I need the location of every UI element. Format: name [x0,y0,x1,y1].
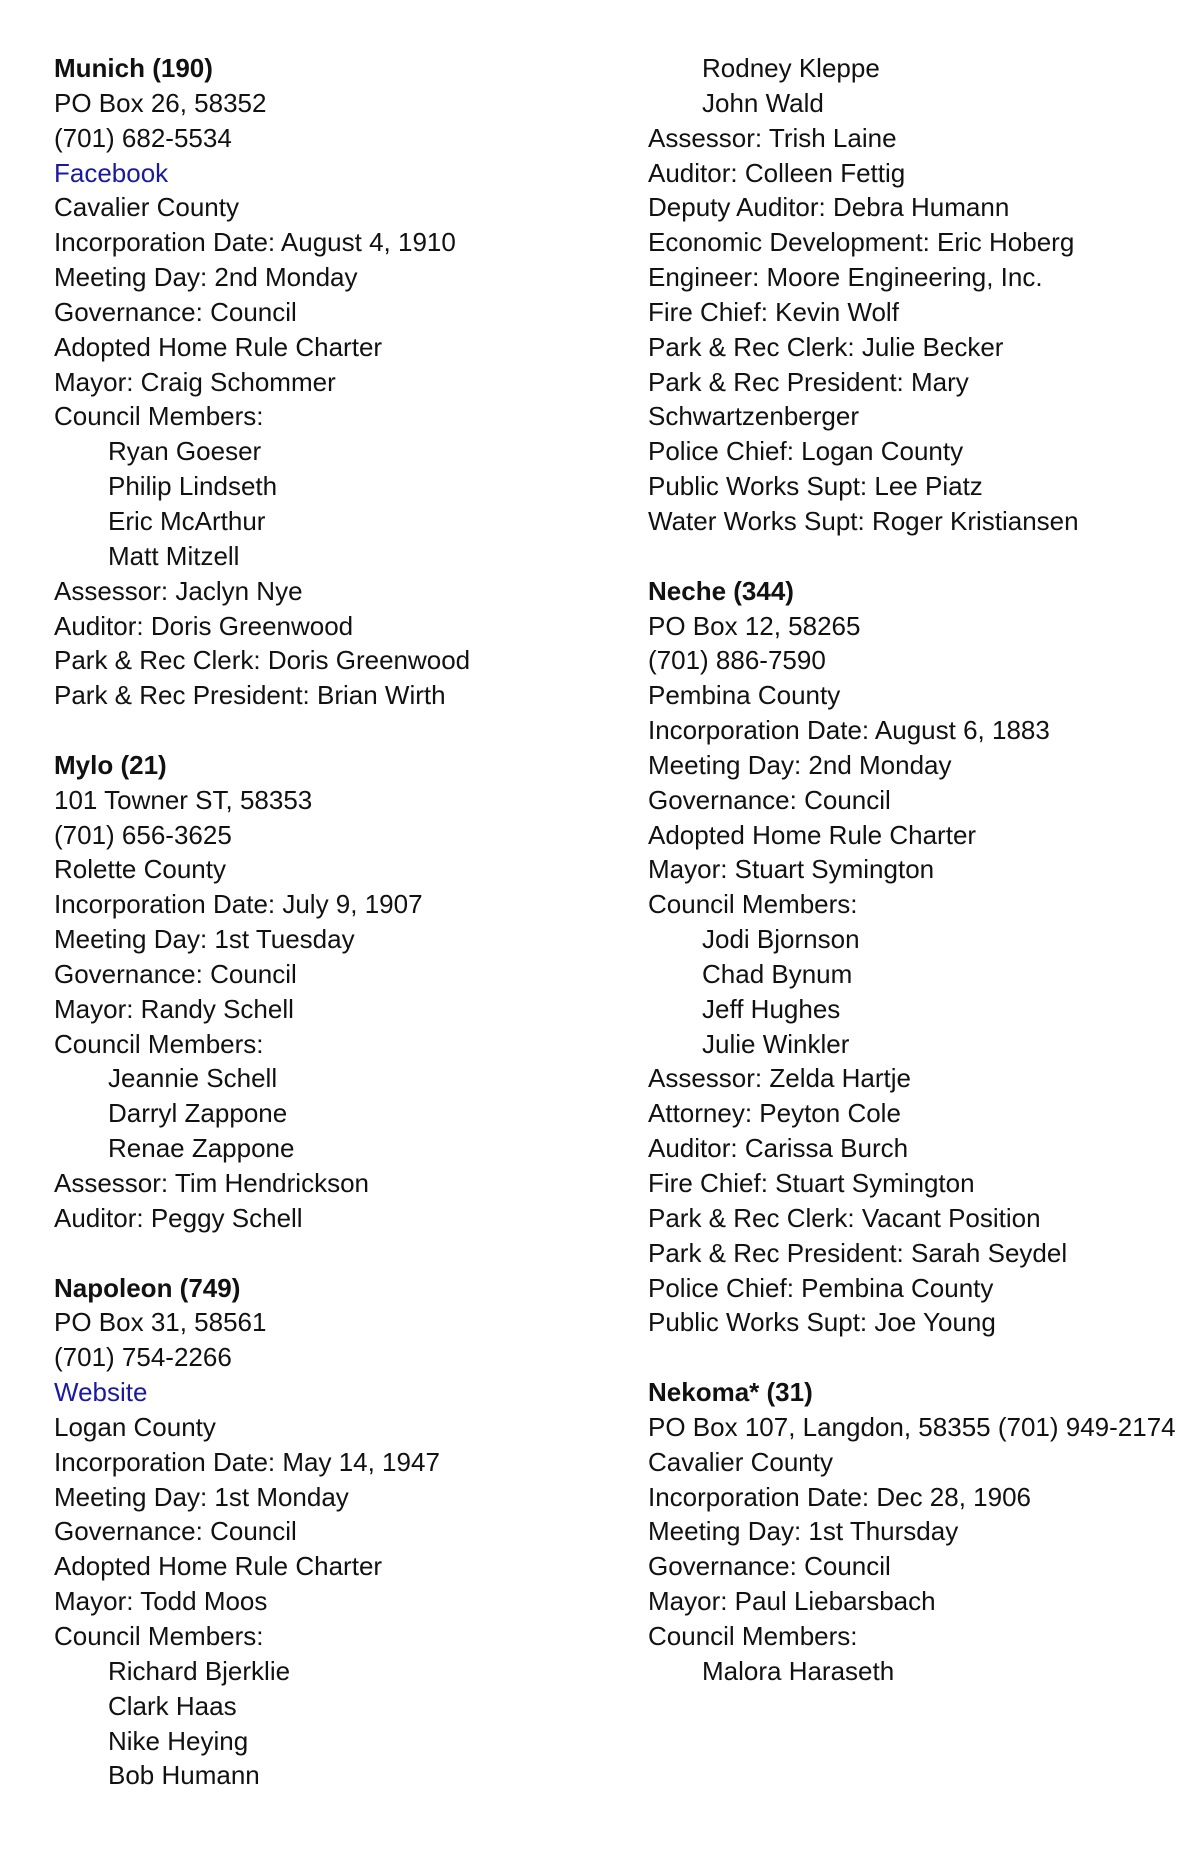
city-phone: (701) 754-2266 [54,1342,232,1373]
council-member: Rodney Kleppe [702,53,880,83]
council-member: Ryan Goeser [108,436,262,467]
city-address: 101 Towner ST, 58353 [54,784,313,815]
city-official: Public Works Supt: Joe Young [648,1307,996,1338]
city-entry-napoleon-continued [648,51,1178,539]
city-incorporation-date: Incorporation Date: August 4, 1910 [54,227,456,258]
council-member: Jodi Bjornson [702,924,860,955]
city-meeting-day: Meeting Day: 2nd Monday [54,262,358,293]
city-charter: Adopted Home Rule Charter [648,819,977,850]
website-link[interactable]: Website [54,1377,148,1408]
city-county: Rolette County [54,854,226,885]
city-governance: Governance: Council [54,1516,297,1547]
council-members-label: Council Members: [54,401,264,432]
city-official: Police Chief: Logan County [648,436,964,467]
entry-spacer [648,1340,1178,1375]
city-official: Park & Rec President: Sarah Seydel [648,1237,1068,1268]
city-heading: Neche (344) [648,575,794,606]
city-official: Park & Rec President: Mary Schwartzenberger [648,366,969,432]
city-governance: Governance: Council [54,296,297,327]
entry-spacer [648,539,1178,574]
city-county: Cavalier County [648,1446,833,1477]
city-heading: Nekoma* (31) [648,1377,813,1408]
council-member: Clark Haas [108,1690,237,1721]
city-entry-munich [54,51,614,713]
council-member: Eric McArthur [108,505,266,536]
city-entry-neche [648,574,1178,1341]
city-heading: Napoleon (749) [54,1272,241,1303]
city-address: PO Box 12, 58265 [648,610,861,641]
council-member: Jeff Hughes [702,993,841,1024]
council-member: John Wald [702,87,824,118]
city-phone: (701) 886-7590 [648,645,826,676]
city-mayor: Mayor: Randy Schell [54,993,294,1024]
city-official: Fire Chief: Kevin Wolf [648,296,899,327]
city-incorporation-date: Incorporation Date: Dec 28, 1906 [648,1481,1032,1512]
council-members-label: Council Members: [54,1620,264,1651]
left-column [54,51,614,1793]
city-mayor: Mayor: Stuart Symington [648,854,935,885]
city-incorporation-date: Incorporation Date: August 6, 1883 [648,715,1050,746]
city-county: Logan County [54,1411,216,1442]
city-official: Auditor: Peggy Schell [54,1202,303,1233]
city-county: Cavalier County [54,192,239,223]
city-official: Auditor: Doris Greenwood [54,610,354,641]
council-members-label: Council Members: [648,1620,858,1651]
council-member: Renae Zappone [108,1133,295,1164]
city-governance: Governance: Council [54,958,297,989]
city-official: Park & Rec Clerk: Julie Becker [648,331,1004,362]
council-member: Bob Humann [108,1760,260,1791]
city-official: Deputy Auditor: Debra Humann [648,192,1010,223]
city-entry-nekoma [648,1375,1178,1689]
city-official: Park & Rec Clerk: Vacant Position [648,1202,1041,1233]
city-official: Assessor: Zelda Hartje [648,1063,911,1094]
council-member: Chad Bynum [702,958,853,989]
city-mayor: Mayor: Todd Moos [54,1586,268,1617]
city-meeting-day: Meeting Day: 1st Thursday [648,1516,959,1547]
city-official: Attorney: Peyton Cole [648,1098,901,1129]
city-entry-napoleon [54,1271,614,1794]
council-member: Philip Lindseth [108,471,278,502]
city-phone: (701) 656-3625 [54,819,232,850]
city-incorporation-date: Incorporation Date: May 14, 1947 [54,1446,440,1477]
council-member: Julie Winkler [702,1028,850,1059]
city-address: PO Box 31, 58561 [54,1307,267,1338]
city-official: Park & Rec President: Brian Wirth [54,680,446,711]
city-meeting-day: Meeting Day: 1st Monday [54,1481,349,1512]
city-heading: Mylo (21) [54,749,167,780]
city-county: Pembina County [648,680,841,711]
city-mayor: Mayor: Craig Schommer [54,366,336,397]
city-official: Assessor: Trish Laine [648,122,897,153]
facebook-link[interactable]: Facebook [54,157,169,188]
city-address: PO Box 26, 58352 [54,87,267,118]
council-member: Malora Haraseth [702,1655,895,1686]
council-member: Nike Heying [108,1725,249,1756]
city-governance: Governance: Council [648,784,891,815]
city-official: Water Works Supt: Roger Kristiansen [648,505,1079,536]
entry-spacer [54,713,614,748]
city-mayor: Mayor: Paul Liebarsbach [648,1586,936,1617]
right-column [648,51,1178,1689]
city-entry-mylo [54,748,614,1236]
city-official: Police Chief: Pembina County [648,1272,994,1303]
council-members-label: Council Members: [54,1028,264,1059]
city-official: Auditor: Colleen Fettig [648,157,906,188]
council-member: Jeannie Schell [108,1063,278,1094]
city-address-phone: PO Box 107, Langdon, 58355 (701) 949-2174 [648,1411,1176,1442]
city-official: Public Works Supt: Lee Piatz [648,471,983,502]
city-governance: Governance: Council [648,1551,891,1582]
city-heading: Munich (190) [54,53,213,83]
city-phone: (701) 682-5534 [54,122,232,153]
city-official: Auditor: Carissa Burch [648,1133,909,1164]
entry-spacer [54,1236,614,1271]
city-incorporation-date: Incorporation Date: July 9, 1907 [54,889,423,920]
city-official: Assessor: Jaclyn Nye [54,575,303,606]
council-members-label: Council Members: [648,889,858,920]
council-member: Darryl Zappone [108,1098,288,1129]
city-meeting-day: Meeting Day: 2nd Monday [648,749,952,780]
city-official: Park & Rec Clerk: Doris Greenwood [54,645,471,676]
city-meeting-day: Meeting Day: 1st Tuesday [54,924,355,955]
city-official: Economic Development: Eric Hoberg [648,227,1075,258]
city-official: Engineer: Moore Engineering, Inc. [648,262,1043,293]
city-charter: Adopted Home Rule Charter [54,1551,383,1582]
council-member: Matt Mitzell [108,540,240,571]
council-member: Richard Bjerklie [108,1655,291,1686]
city-charter: Adopted Home Rule Charter [54,331,383,362]
city-official: Assessor: Tim Hendrickson [54,1168,369,1198]
city-official: Fire Chief: Stuart Symington [648,1168,975,1198]
